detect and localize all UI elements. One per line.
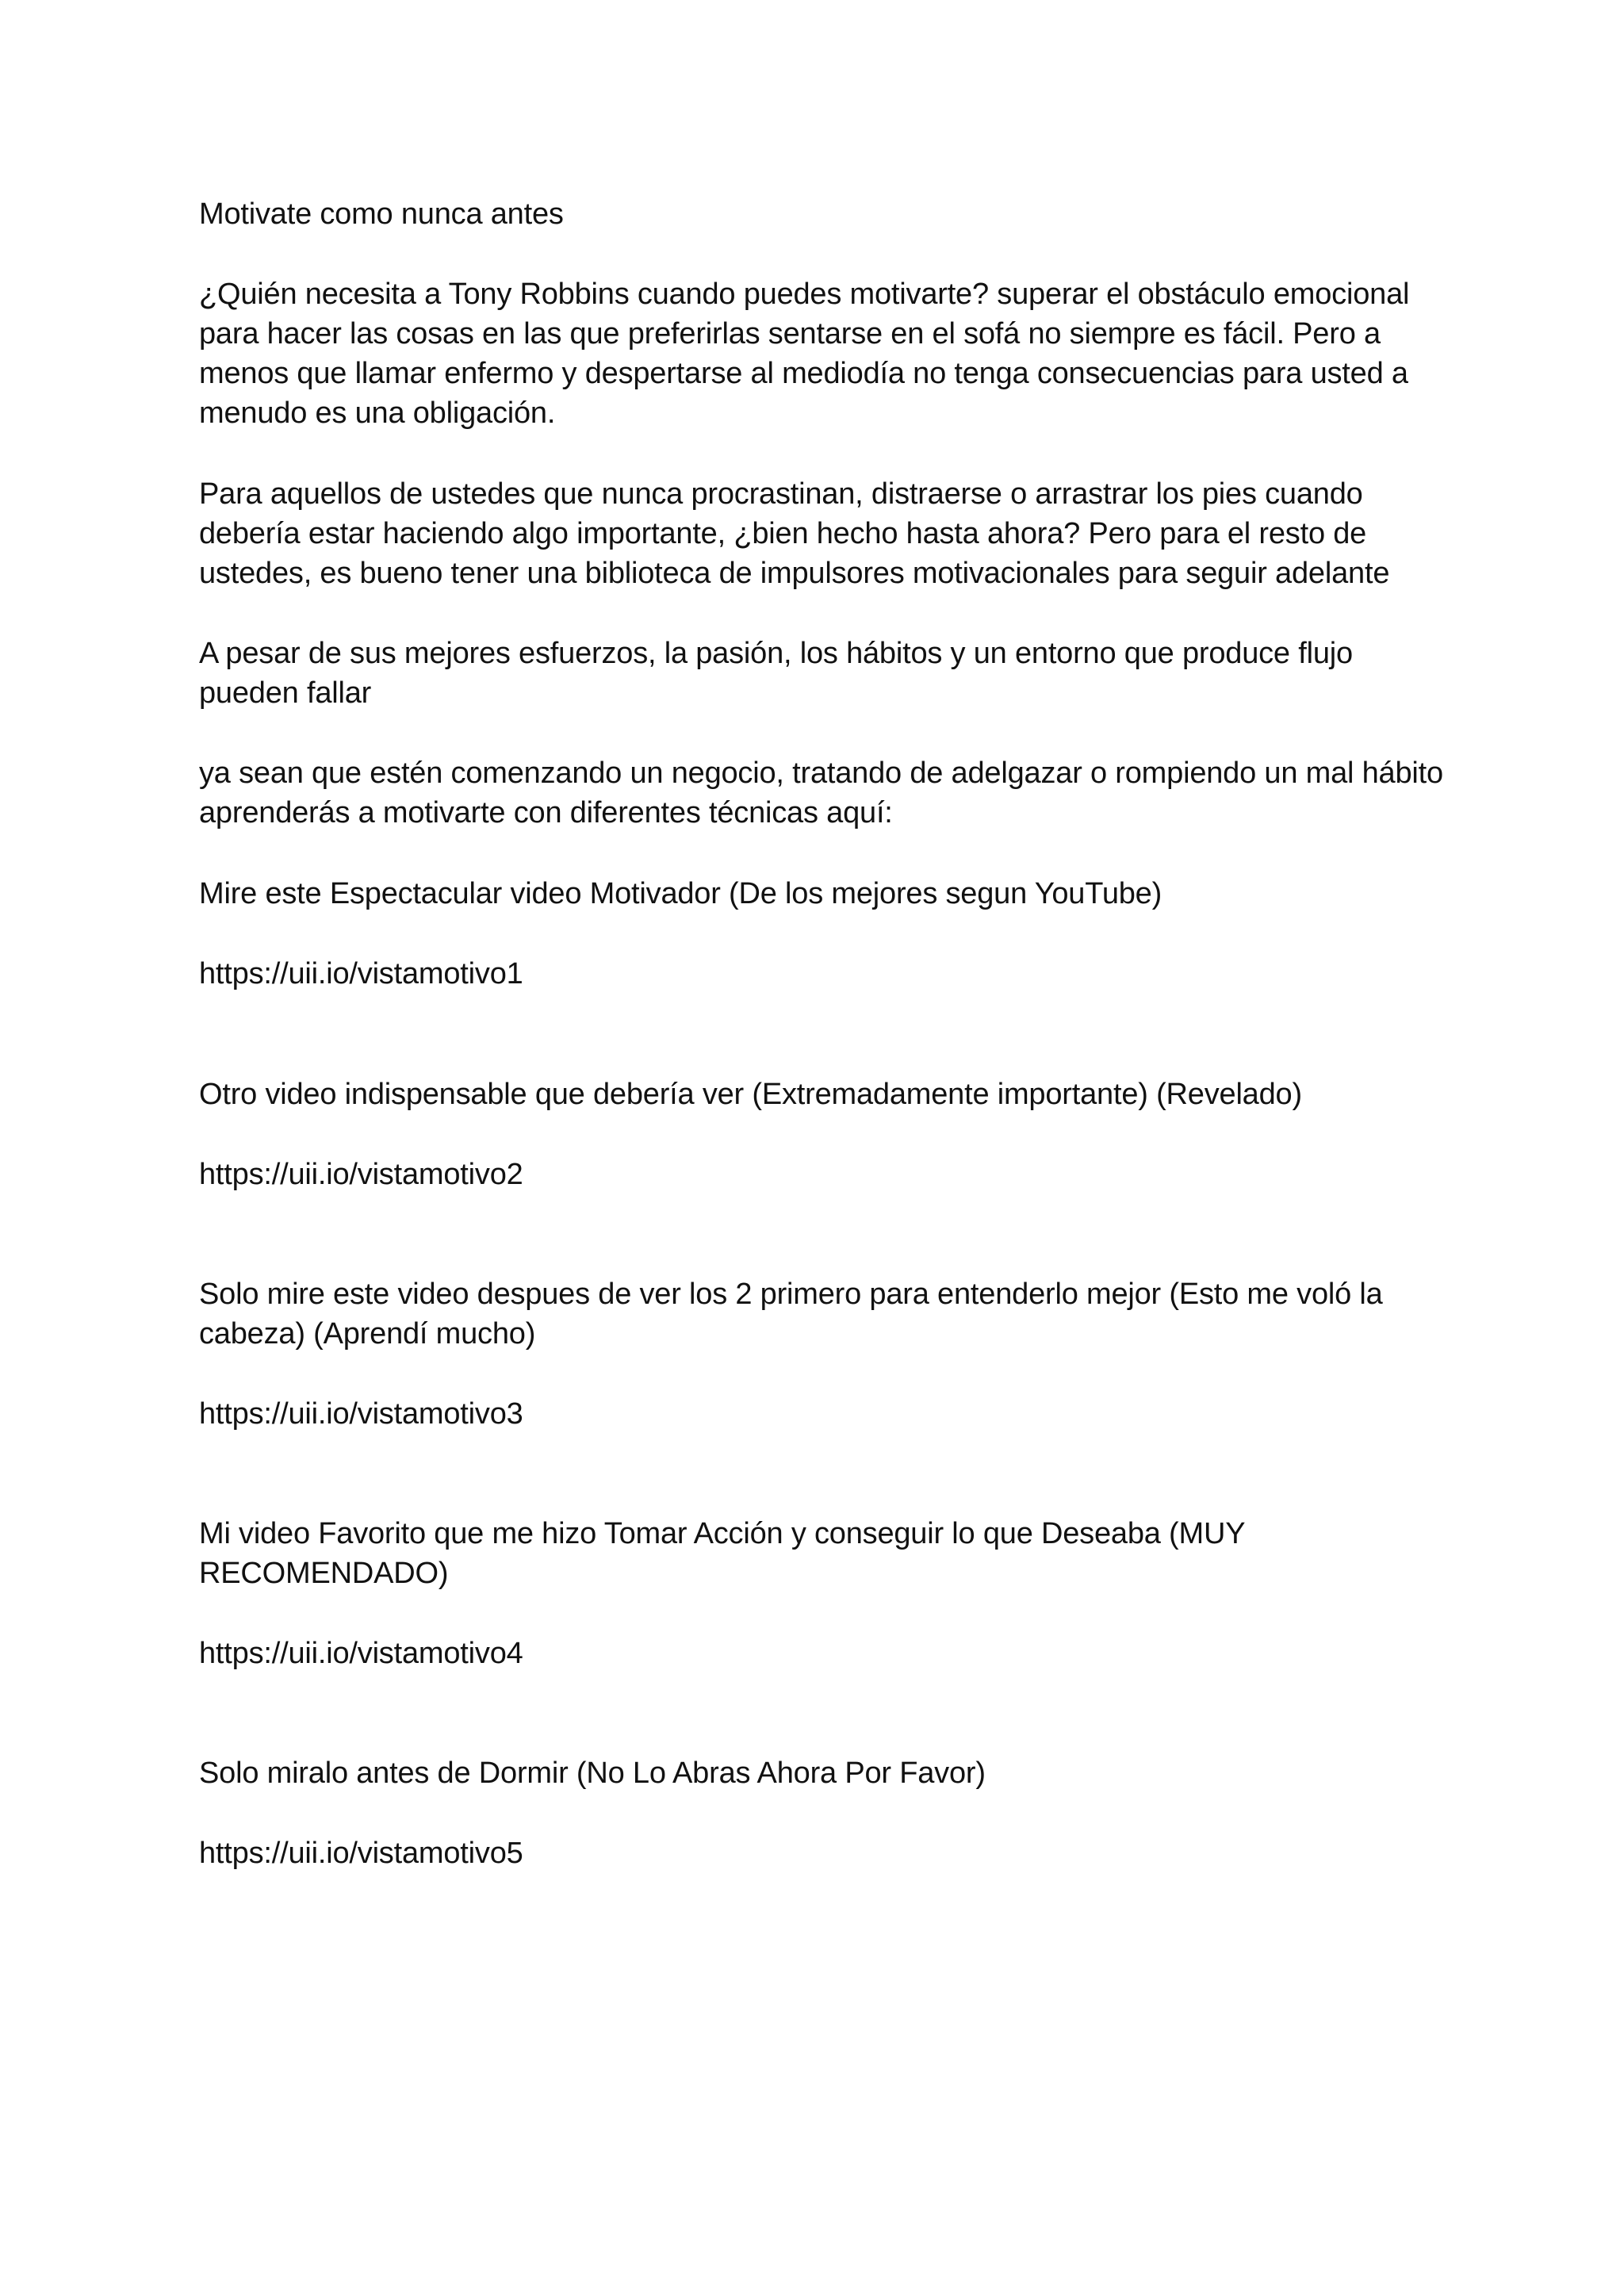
video-5-description: Solo miralo antes de Dormir (No Lo Abras Ahora Por Favor) [199,1757,986,1790]
video-4-url[interactable]: https://uii.io/vistamotivo4 [199,1637,523,1670]
video-1-description: Mire este Espectacular video Motivador (De los mejores segun YouTube) [199,877,1162,910]
paragraph-techniques: ya sean que estén comenzando un negocio, tratando de adelgazar o rompiendo un mal hábito aprenderás a motivarte con diferentes técnicas aquí: [199,757,1443,829]
video-4-description: Mi video Favorito que me hizo Tomar Acción y conseguir lo que Deseaba (MUY RECOMENDADO) [199,1517,1245,1590]
video-1-url[interactable]: https://uii.io/vistamotivo1 [199,957,523,990]
video-2-url[interactable]: https://uii.io/vistamotivo2 [199,1158,523,1191]
video-5-url[interactable]: https://uii.io/vistamotivo5 [199,1837,523,1870]
video-3-description: Solo mire este video despues de ver los 2 primero para entenderlo mejor (Esto me voló la cabeza) (Aprendí mucho) [199,1278,1383,1351]
video-1-link[interactable] [199,954,1452,994]
paragraph-procrastination: Para aquellos de ustedes que nunca procrastinan, distraerse o arrastrar los pies cuando debería estar haciendo algo importante, ¿bien hecho hasta ahora? Pero para el resto de ustedes, es bueno tener una biblioteca de impulsores motivacionales para seguir adelante [199,477,1390,590]
document-title: Motivate como nunca antes [199,197,564,231]
video-3-link[interactable] [199,1394,1452,1434]
video-4-link[interactable] [199,1634,1452,1673]
video-5-link[interactable] [199,1833,1452,1873]
paragraph-effort: A pesar de sus mejores esfuerzos, la pasión, los hábitos y un entorno que produce flujo pueden fallar [199,637,1353,710]
video-3-url[interactable]: https://uii.io/vistamotivo3 [199,1397,523,1431]
video-2-description: Otro video indispensable que debería ver (Extremadamente importante) (Revelado) [199,1078,1302,1111]
paragraph-intro: ¿Quién necesita a Tony Robbins cuando puedes motivarte? superar el obstáculo emocional para hacer las cosas en las que preferirlas sentarse en el sofá no siempre es fácil. Pero a menos que llamar enfermo y despertarse al mediodía no tenga consecuencias para usted a menudo es una obligación. [199,278,1410,430]
video-2-link[interactable] [199,1155,1452,1194]
